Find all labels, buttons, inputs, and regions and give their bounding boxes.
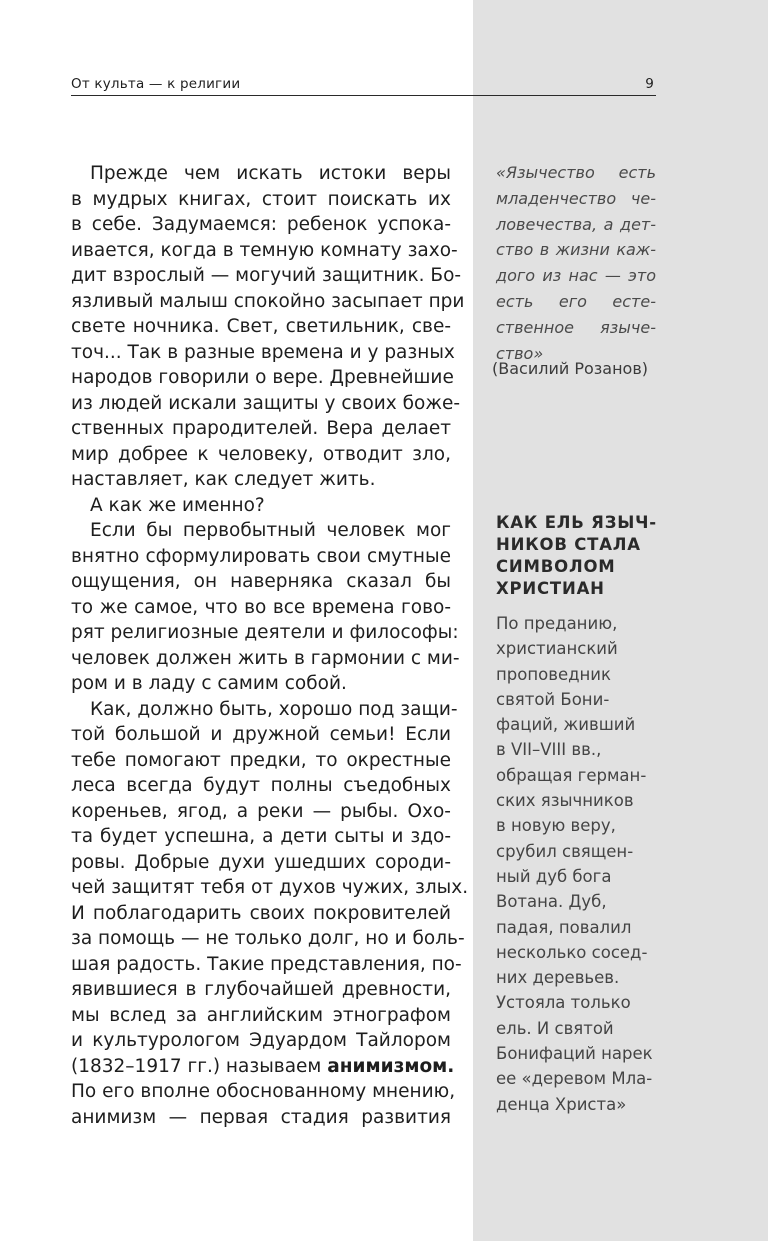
text-line: и культурологом Эдуардом Тайлором [71, 1030, 451, 1051]
main-text-column [71, 161, 469, 1130]
text-line: дит взрослый — могучий защитник. Бо- [71, 265, 462, 286]
text-line: человек должен жить в гармонии с ми- [71, 647, 460, 669]
sidebar-line: в новую веру, [496, 816, 616, 836]
text-line: Прежде чем искать истоки веры [90, 163, 451, 184]
text-line: за помощь — не только долг, но и боль- [71, 928, 465, 949]
sidebar-line: По преданию, [496, 614, 618, 633]
text-line: ощущения, он наверняка сказал бы [71, 571, 451, 592]
text-line: ровы. Добрые духи ушедших сороди- [71, 851, 451, 873]
text-line: Если бы первобытный человек мог [90, 520, 451, 541]
sidebar-line: Бонифаций нарек [496, 1044, 653, 1064]
text-line: мир добрее к человеку, отводит зло, [71, 443, 451, 465]
text-line-with-term [71, 1054, 455, 1080]
text-line: А как же именно? [90, 494, 265, 516]
text-line: точ... Так в разные времена и у разных [71, 341, 455, 363]
text-line: внятно сформулировать свои смутные [71, 545, 451, 567]
text-line: свете ночника. Свет, светильник, све- [71, 316, 451, 337]
text-line: ивается, когда в темную комнату захо- [71, 239, 458, 261]
text-line: чей защитят тебя от духов чужих, злых. [71, 877, 469, 898]
quote-line: ственное язычe- [496, 317, 656, 337]
text-line: Как, должно быть, хорошо под защи- [90, 698, 458, 720]
sidebar-line: срубил священ- [496, 841, 634, 861]
text-line: наставляет, как следует жить. [71, 469, 376, 490]
text-line: леса всегда будут полны съедобных [71, 775, 451, 796]
sidebar-text [496, 611, 661, 1117]
sidebar-line: падая, повалил [496, 917, 632, 937]
sidebar-line: Устояла только [496, 993, 631, 1013]
text-line: По его вполне обоснованному мнению, [71, 1081, 456, 1102]
heading-line: СИМВОЛОМ [496, 557, 616, 576]
sidebar-line: обращая герман- [496, 765, 647, 785]
quote-line: младенчество че- [496, 188, 656, 208]
text-line: та будет успешна, а дети сыты и здо- [71, 826, 451, 847]
sidebar-line: несколько сосед- [496, 942, 648, 962]
heading-line: ХРИСТИАН [496, 579, 605, 598]
sidebar-line: ее «деревом Мла- [496, 1069, 653, 1089]
text-line: анимизм — первая стадия развития [71, 1106, 451, 1128]
sidebar-line: Вотана. Дуб, [496, 892, 607, 912]
quote-line: «Язычество есть [496, 163, 656, 182]
sidebar-line: ный дуб бога [496, 866, 612, 886]
sidebar-line: них деревьев. [496, 968, 620, 988]
text-line: И поблагодарить своих покровителей [71, 902, 451, 924]
bold-term-suffix: . [447, 1055, 455, 1077]
text-line: ственных прародителей. Вера делает [71, 418, 451, 439]
quote-line: есть его есте- [496, 291, 656, 311]
text-fragment: (1832–1917 гг.) называем [71, 1055, 328, 1077]
text-line: ром и в ладу с самим собой. [71, 673, 347, 694]
text-line: народов говорили о вере. Древнейшие [71, 367, 454, 388]
text-line: язливый малыш спокойно засыпает при [71, 290, 465, 312]
quote-line: ство в жизни каж- [496, 240, 656, 260]
text-line: в себе. Задумаемся: ребенок успока- [71, 214, 451, 235]
sidebar-line: денца Христа» [496, 1094, 627, 1114]
bold-term: анимизмом [327, 1055, 448, 1077]
text-line: тебе помогают предки, то окрестные [71, 749, 451, 771]
sidebar-line: ель. И святой [496, 1018, 614, 1038]
epigraph-quote [496, 160, 656, 366]
sidebar-line: фаций, живший [496, 715, 636, 735]
text-line: явившиеся в глубочайшей древности, [71, 979, 451, 1000]
heading-line: КАК ЕЛЬ ЯЗЫЧ- [496, 513, 657, 532]
sidebar-line: святой Бони- [496, 689, 610, 709]
text-line: мы вслед за английским этнографом [71, 1004, 451, 1026]
quote-line: дого из нас — это [496, 266, 656, 286]
running-header [71, 76, 656, 96]
sidebar-line: проповедник [496, 664, 612, 684]
quote-author: (Василий Розанов) [492, 359, 648, 378]
page-number: 9 [645, 76, 654, 92]
quote-line: ство» [496, 343, 544, 363]
text-line: той большой и дружной семьи! Если [71, 724, 451, 745]
text-line: рят религиозные деятели и философы: [71, 622, 459, 643]
sidebar-line: в VII–VIII вв., [496, 740, 602, 760]
heading-line: НИКОВ СТАЛА [496, 535, 641, 554]
text-line: то же самое, что во все времена гово- [71, 596, 451, 618]
quote-line: ловечества, а дет- [496, 214, 656, 234]
sidebar-heading [496, 512, 656, 600]
sidebar-line: ских язычников [496, 791, 634, 811]
sidebar-line: христианский [496, 639, 618, 659]
text-line: шая радость. Такие представления, по- [71, 953, 462, 975]
text-line: кореньев, ягод, а реки — рыбы. Охо- [71, 800, 451, 822]
text-line: в мудрых книгах, стоит поискать их [71, 188, 451, 210]
chapter-title: От культа — к религии [71, 76, 241, 92]
text-line: из людей искали защиты у своих боже- [71, 392, 461, 414]
